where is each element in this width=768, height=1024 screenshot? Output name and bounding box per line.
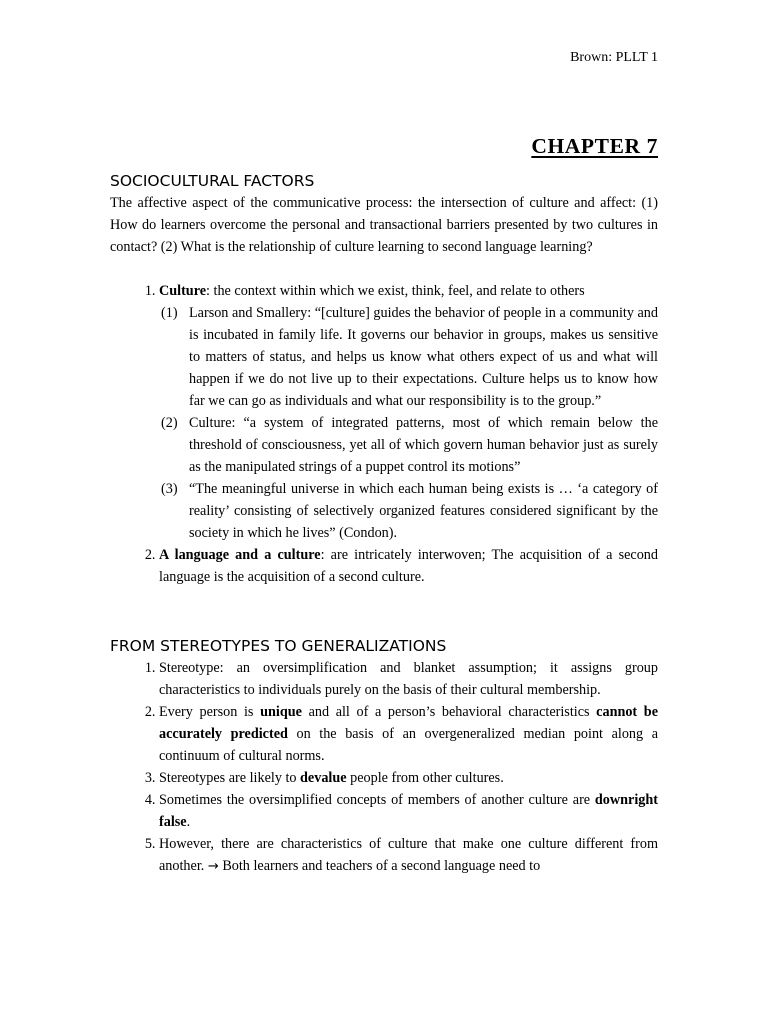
right-arrow-icon: → <box>207 859 219 874</box>
list-item <box>159 767 658 789</box>
emphasis: cannot be accurately predicted <box>159 704 658 742</box>
definition-text: : the context within which we exist, think, feel, and relate to others <box>206 283 585 299</box>
running-head: Brown: PLLT 1 <box>570 50 658 65</box>
emphasis: unique <box>260 704 302 720</box>
document-body <box>110 170 658 878</box>
list-item <box>161 412 658 478</box>
item-marker: (3) <box>161 481 178 497</box>
item-text: . <box>186 814 191 830</box>
emphasis: devalue <box>300 770 347 786</box>
culture-definitions <box>159 302 658 544</box>
item-text: Sometimes the oversimplified concepts of members of another culture are <box>159 792 595 808</box>
term-language-culture: A language and a culture <box>159 547 321 563</box>
definition-text: : are intricately interwoven; The acquisition of a second language is the acquisition of a second culture. <box>159 547 658 585</box>
item-text: Every person is <box>159 704 261 720</box>
list-item <box>159 833 658 878</box>
list-item <box>161 302 658 412</box>
item-text: Culture: “a system of integrated patterns, most of which remain below the threshold of consciousness, yet all of which govern human behavior just as surely as the manipulated strings of a puppet control its motions” <box>189 415 658 475</box>
section-heading-sociocultural: SOCIOCULTURAL FACTORS <box>110 172 315 190</box>
item-text: Stereotype: an oversimplification and blanket assumption; it assigns group characteristics to individuals purely on the basis of their cultural membership. <box>159 660 658 698</box>
item-text: and all of a person’s behavioral characteristics <box>301 704 597 720</box>
list-item <box>159 789 658 833</box>
list-item <box>159 280 658 544</box>
intro-paragraph: The affective aspect of the communicative process: the intersection of culture and affect: (1) How do learners overcome the personal and transactional barriers presented by two cultures in contact? (2) What is the relationship of culture learning to second language learning? <box>110 195 658 255</box>
stereotypes-list <box>110 657 658 878</box>
section-heading-stereotypes: FROM STEREOTYPES TO GENERALIZATIONS <box>110 637 447 655</box>
list-item <box>159 701 658 767</box>
item-text: “The meaningful universe in which each human being exists is … ‘a category of reality’ consisting of selectively organized features considered significant by the society in which he lives” (Condon). <box>189 481 658 541</box>
term-culture: Culture <box>159 283 207 299</box>
chapter-title: CHAPTER 7 <box>531 134 658 158</box>
item-text: on the basis of an overgeneralized median point along a continuum of cultural norms. <box>159 726 658 764</box>
item-text: Both learners and teachers of a second language need to <box>218 858 541 874</box>
list-item <box>159 657 658 701</box>
list-item <box>161 478 658 544</box>
item-marker: (1) <box>161 305 178 321</box>
item-text: people from other cultures. <box>346 770 504 786</box>
list-item <box>159 544 658 588</box>
sociocultural-list <box>110 280 658 588</box>
emphasis: downright false <box>159 792 658 830</box>
item-text: Stereotypes are likely to <box>159 770 301 786</box>
item-text: However, there are characteristics of culture that make one culture different from another. <box>159 836 658 874</box>
item-text: Larson and Smallery: “[culture] guides the behavior of people in a community and is incubated in family life. It governs our behavior in groups, makes us sensitive to matters of status, and helps us know what others expect of us and what will happen if we do not live up to their expectations. Culture helps us to know how far we can go as individuals and what our responsibility is to the group.” <box>189 305 658 409</box>
item-marker: (2) <box>161 415 178 431</box>
